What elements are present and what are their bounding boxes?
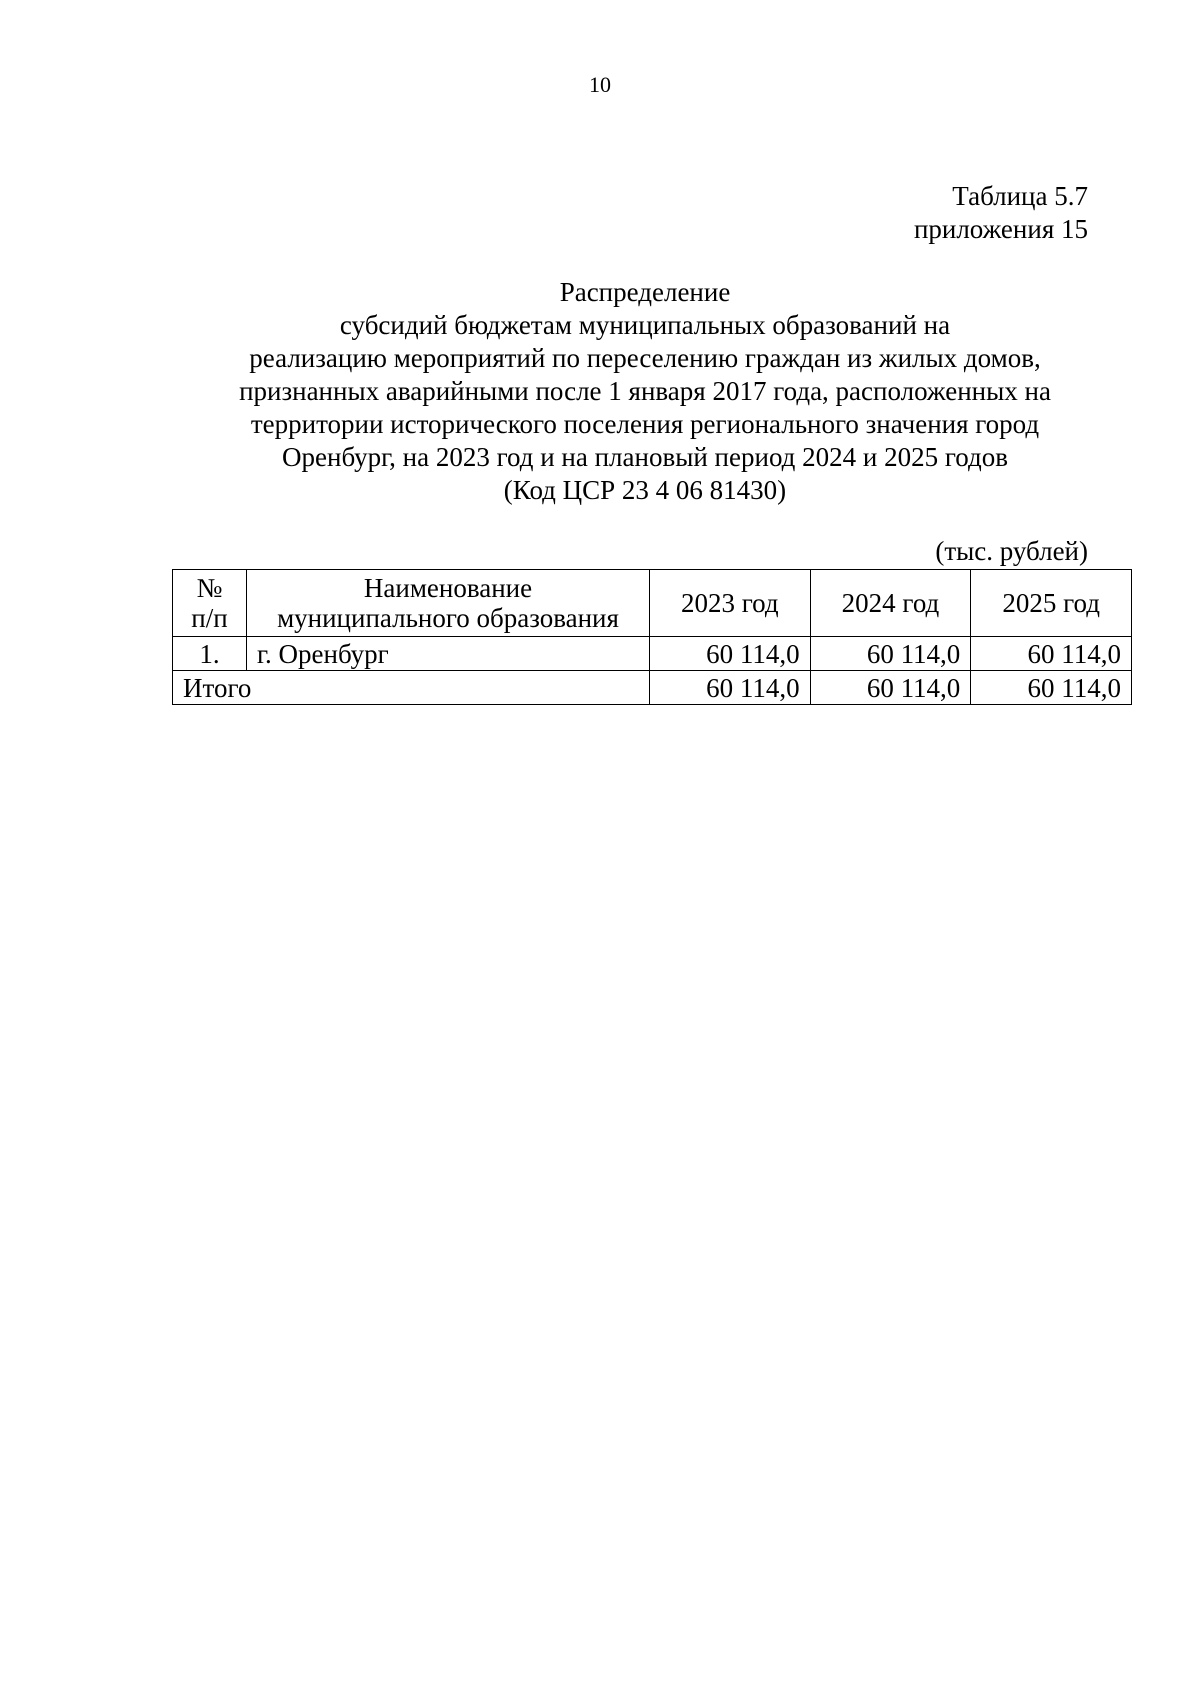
title-line: Оренбург, на 2023 год и на плановый период 2024 и 2025 годов [282, 442, 1008, 472]
row-value-2025: 60 114,0 [971, 637, 1132, 671]
document-title [160, 276, 1130, 507]
table-row [173, 637, 1132, 671]
units-label: (тыс. рублей) [935, 536, 1088, 566]
total-row [173, 671, 1132, 705]
total-value-2024: 60 114,0 [810, 671, 971, 705]
title-line: реализацию мероприятий по переселению граждан из жилых домов, [249, 343, 1041, 373]
page-number: 10 [589, 72, 611, 97]
header-year-2023: 2023 год [650, 570, 811, 637]
total-value-2023: 60 114,0 [650, 671, 811, 705]
row-municipality: г. Оренбург [247, 637, 650, 671]
row-value-2023: 60 114,0 [650, 637, 811, 671]
table-reference-line2: приложения 15 [913, 214, 1088, 244]
header-municipality-line2: муниципального образования [277, 603, 619, 633]
table-reference [914, 180, 1088, 246]
title-line: территории исторического поселения регионального значения город [250, 409, 1040, 439]
header-year-2025: 2025 год [971, 570, 1132, 637]
header-number [173, 570, 247, 637]
title-line: Распределение [559, 277, 731, 307]
title-line: признанных аварийными после 1 января 2017 года, расположенных на [239, 376, 1051, 406]
row-number: 1. [173, 637, 247, 671]
subsidy-table [172, 569, 1132, 705]
total-value-2025: 60 114,0 [971, 671, 1132, 705]
title-line: субсидий бюджетам муниципальных образований на [339, 310, 951, 340]
table-header-row [173, 570, 1132, 637]
title-line: (Код ЦСР 23 4 06 81430) [503, 475, 787, 505]
table-reference-line1: Таблица 5.7 [952, 181, 1088, 211]
header-year-2024: 2024 год [810, 570, 971, 637]
header-municipality-line1: Наименование [363, 573, 533, 603]
header-number-line2: п/п [191, 603, 228, 633]
header-number-line1: № [196, 573, 223, 603]
header-municipality [247, 570, 650, 637]
total-label: Итого [173, 671, 650, 705]
row-value-2024: 60 114,0 [810, 637, 971, 671]
